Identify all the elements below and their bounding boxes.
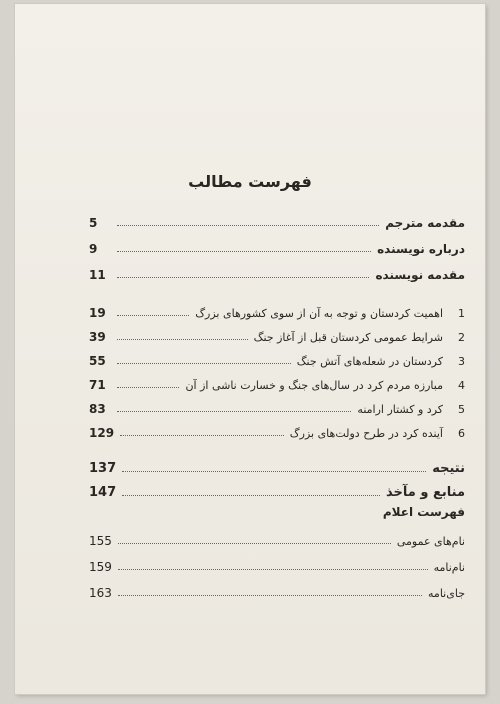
toc-entry-label: کردستان در شعله‌های آتش جنگ — [296, 355, 443, 368]
dot-leader — [120, 434, 284, 436]
index-heading: فهرست اعلام — [382, 505, 465, 519]
toc-entry-page: 155 — [89, 534, 112, 548]
chapter-number: 3 — [458, 355, 465, 368]
toc-entry-page: 159 — [89, 560, 112, 574]
toc-entry-label: نام‌های عمومی — [396, 535, 465, 548]
toc-entry-label: اهمیت کردستان و توجه به آن از سوی کشورهای بزرگ — [195, 307, 443, 320]
toc-entry-page: 71 — [89, 378, 106, 392]
dot-leader — [117, 250, 371, 252]
toc-entry-label: نتیجه — [432, 461, 465, 476]
dot-leader — [122, 470, 426, 472]
toc-entry-page: 11 — [89, 268, 106, 282]
toc-row-sources — [89, 480, 465, 500]
chapter-number: 4 — [458, 379, 465, 392]
dot-leader — [118, 568, 428, 570]
toc-entry-page: 137 — [89, 461, 117, 476]
page-title: فهرست مطالب — [188, 172, 312, 191]
toc-row-chapter-1 — [89, 300, 465, 320]
toc-row-index-names — [89, 554, 465, 574]
toc-entry-page: 163 — [89, 586, 112, 600]
dot-leader — [117, 276, 369, 278]
toc-entry-label: مبارزه مردم کرد در سال‌های جنگ و خسارت ناشی از آن — [185, 379, 443, 392]
toc-row-chapter-5 — [89, 396, 465, 416]
toc-entry-page: 5 — [89, 216, 98, 230]
dot-leader — [117, 314, 189, 316]
toc-row-chapter-3 — [89, 348, 465, 368]
toc-entry-page: 55 — [89, 354, 106, 368]
toc-row-index-general-names — [89, 528, 465, 548]
chapter-number: 6 — [458, 427, 465, 440]
toc-row-about-author — [89, 236, 465, 256]
toc-row-author-preface — [89, 262, 465, 282]
toc-row-chapter-4 — [89, 372, 465, 392]
toc-entry-label: درباره نویسنده — [377, 242, 465, 256]
toc-row-translator-preface — [89, 210, 465, 230]
toc-entry-page: 39 — [89, 330, 106, 344]
dot-leader — [117, 338, 248, 340]
dot-leader — [122, 494, 380, 496]
toc-entry-page: 9 — [89, 242, 98, 256]
dot-leader — [117, 224, 379, 226]
dot-leader — [117, 386, 179, 388]
toc-entry-label: مقدمه نویسنده — [375, 268, 465, 282]
toc-row-conclusion — [89, 456, 465, 476]
chapter-number: 2 — [458, 331, 465, 344]
toc-entry-label: منابع و مآخذ — [386, 485, 465, 500]
toc-entry-label: آینده کرد در طرح دولت‌های بزرگ — [289, 427, 443, 440]
chapter-number: 5 — [458, 403, 465, 416]
dot-leader — [117, 410, 351, 412]
toc-row-index-places — [89, 580, 465, 600]
dot-leader — [118, 542, 391, 544]
toc-entry-label: مقدمه مترجم — [385, 216, 465, 230]
toc-entry-page: 129 — [89, 426, 115, 440]
toc-entry-label: شرایط عمومی کردستان قبل از آغاز جنگ — [253, 331, 443, 344]
toc-entry-page: 147 — [89, 485, 117, 500]
toc-entry-page: 83 — [89, 402, 106, 416]
chapter-number: 1 — [458, 307, 465, 320]
dot-leader — [118, 594, 422, 596]
toc-row-chapter-6 — [89, 420, 465, 440]
toc-entry-label: جای‌نامه — [428, 587, 465, 600]
toc-row-chapter-2 — [89, 324, 465, 344]
book-page — [15, 4, 485, 694]
toc-entry-label: کرد و کشتار ارامنه — [357, 403, 443, 416]
toc-entry-label: نام‌نامه — [433, 561, 465, 574]
dot-leader — [117, 362, 291, 364]
toc-entry-page: 19 — [89, 306, 106, 320]
